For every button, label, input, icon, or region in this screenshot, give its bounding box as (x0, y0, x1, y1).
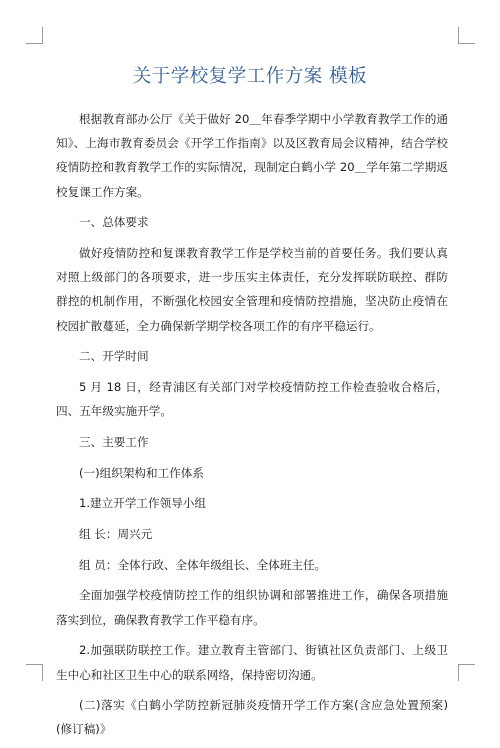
item-leadership-group: 1.建立开学工作领导小组 (79, 496, 206, 511)
crop-mark-bottom-right (458, 664, 475, 681)
document-title: 关于学校复学工作方案 模板 (132, 66, 368, 87)
group-leader-line: 组 长：周兴元 (79, 527, 153, 542)
intro-paragraph: 根据教育部办公厅《关于做好 20＿年春季学期中小学教育教学工作的通知》、上海市教育委员会《开学工作指南》以及区教育局会议精神，结合学校疫情防控和教育教学工作的实际情况，现制定白鹤小学 20＿学年第二学期返校复课工作方案。 (56, 112, 448, 199)
subsection-heading-organization: (一)组织架构和工作体系 (79, 465, 204, 480)
subsection-heading-implementation: (二)落实《白鹤小学防控新冠肺炎疫情开学工作方案(含应急处置预案)(修订稿)》 (56, 698, 448, 737)
joint-prevention-paragraph: 2.加强联防联控工作。建立教育主管部门、街镇社区负责部门、上级卫生中心和社区卫生中心的联系网络，保持密切沟通。 (56, 643, 448, 682)
crop-mark-top-right (458, 27, 475, 44)
coordination-paragraph: 全面加强学校疫情防控工作的组织协调和部署推进工作，确保各项措施落实到位，确保教育教学工作平稳有序。 (56, 588, 448, 627)
crop-mark-bottom-left (26, 664, 43, 681)
document-body (56, 107, 448, 748)
group-members-line: 组 员：全体行政、全体年级组长、全体班主任。 (79, 557, 327, 572)
crop-mark-top-left (26, 27, 43, 44)
opening-time-paragraph: 5 月 18 日，经青浦区有关部门对学校疫情防控工作检查验收合格后，四、五年级实施开学。 (56, 380, 448, 419)
section-heading-main-work: 三、主要工作 (79, 434, 149, 449)
general-requirements-paragraph: 做好疫情防控和复课教育教学工作是学校当前的首要任务。我们要认真对照上级部门的各项要求，进一步压实主体责任，充分发挥联防联控、群防群控的机制作用，不断强化校园安全管理和疫情防控措施，坚决防止疫情在校园扩散蔓延，全力确保新学期学校各项工作的有序平稳运行。 (56, 246, 448, 333)
section-heading-opening-time: 二、开学时间 (79, 349, 149, 364)
section-heading-general-requirements: 一、总体要求 (79, 215, 149, 230)
